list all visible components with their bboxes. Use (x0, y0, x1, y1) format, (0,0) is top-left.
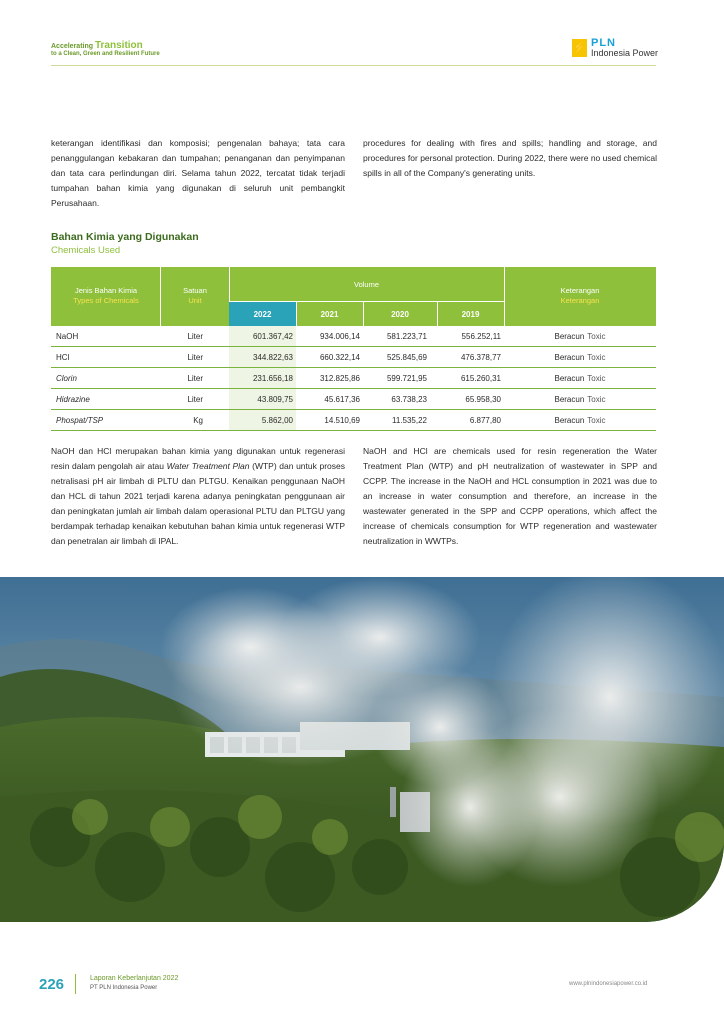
value-2019: 556.252,11 (461, 331, 501, 341)
footer-divider (75, 974, 76, 994)
chem-note: Beracun Toxic (554, 373, 606, 383)
table-header (51, 267, 656, 326)
year-2022: 2022 (229, 302, 296, 326)
value-2022: 344.822,63 (229, 347, 296, 367)
chem-unit: Kg (193, 415, 203, 425)
chem-note: Beracun Toxic (554, 352, 606, 362)
header-tagline (51, 40, 160, 58)
section-title-id: Bahan Kimia yang Digunakan (51, 231, 199, 243)
pln-lightning-icon: ⚡ (572, 39, 587, 57)
value-2021: 14.510,69 (324, 415, 360, 425)
header-type: Jenis Bahan Kimia Types of Chemicals (73, 286, 139, 305)
value-2019: 65.958,30 (465, 394, 501, 404)
section-title-en: Chemicals Used (51, 245, 121, 256)
value-2020: 11.535,22 (392, 415, 427, 425)
body-paragraph-id: NaOH dan HCl merupakan bahan kimia yang digunakan untuk regenerasi resin dalam pengolah air atau Water Treatment Plan (WTP) dan untuk proses netralisasi pH air limbah di PLTU dan PLTGU. Kenaikan penggunaan NaOH dan HCL di tahun 2021 terjadi karena adanya peningkatan penggunaan air dan peningkatan jumlah air limbah dalam operasional PLTU dan PLTGU yang berdampak terhadap kenaikan kebutuhan bahan kimia untuk regenerasi WTP dan penetralan air limbah di IPAL. (51, 446, 345, 546)
intro-paragraph-en: procedures for dealing with fires and spills; handling and storage, and procedures for personal protection. During 2022, there were no used chemical spills in all of the Company's generating units. (363, 138, 657, 178)
value-2021: 45.617,36 (324, 394, 360, 404)
value-2022: 43.809,75 (229, 389, 296, 409)
footer-report: Laporan Keberlanjutan 2022 (90, 975, 179, 982)
table-row (51, 389, 656, 410)
value-2020: 63.738,23 (391, 394, 427, 404)
chemicals-table (51, 267, 656, 431)
tagline-line2: to a Clean, Green and Resilient Future (51, 51, 160, 57)
value-2022: 231.656,18 (229, 368, 296, 388)
footer-url: www.plnindonesiapower.co.id (569, 981, 648, 987)
header-unit: Satuan Unit (183, 286, 207, 305)
table-row (51, 410, 656, 431)
table-row (51, 326, 656, 347)
value-2021: 934.006,14 (319, 331, 360, 341)
value-2020: 581.223,71 (386, 331, 427, 341)
header-divider (51, 65, 656, 66)
chem-name: Clorin (56, 373, 77, 383)
tagline-bold: Transition (94, 40, 143, 51)
year-2021: 2021 (320, 309, 339, 319)
value-2019: 476.378,77 (460, 352, 501, 362)
value-2022: 5.862,00 (229, 410, 296, 430)
chem-name: HCl (56, 352, 70, 362)
body-paragraph-en: NaOH and HCl are chemicals used for resin regeneration the Water Treatment Plan (WTP) and pH neutralization of wastewater in SPP and CCPP. The increase in the NaOH and HCL consumption in 2021 was due to an increase in water consumption and therefore, an increase in the wastewater generated in the SPP and CCPP operations, which affect the increase of chemicals consumption for WTP regeneration and wastewater neutralization in WWTPs. (363, 446, 657, 546)
footer-company: PT PLN Indonesia Power (90, 985, 158, 991)
header-volume: Volume (353, 280, 380, 289)
value-2021: 312.825,86 (319, 373, 360, 383)
year-2019: 2019 (461, 309, 480, 319)
value-2019: 615.260,31 (460, 373, 501, 383)
chem-note: Beracun Toxic (554, 331, 606, 341)
page-number: 226 (39, 976, 65, 993)
chem-name: Phospat/TSP (56, 415, 104, 425)
value-2020: 525.845,69 (386, 352, 427, 362)
chem-unit: Liter (187, 373, 203, 383)
value-2022: 601.367,42 (229, 326, 296, 346)
header-note: Keterangan Keterangan (560, 286, 600, 305)
chem-note: Beracun Toxic (554, 394, 606, 404)
value-2021: 660.322,14 (319, 352, 360, 362)
chem-unit: Liter (187, 352, 203, 362)
value-2019: 6.877,80 (469, 415, 501, 425)
chem-unit: Liter (187, 394, 203, 404)
chem-note: Beracun Toxic (554, 415, 606, 425)
logo-sub: Indonesia Power (591, 48, 659, 58)
value-2020: 599.721,95 (386, 373, 427, 383)
table-row (51, 368, 656, 389)
geothermal-plant-photo (0, 577, 724, 922)
logo-name: PLN (591, 37, 616, 49)
chem-name: NaOH (56, 331, 79, 341)
chem-unit: Liter (187, 331, 203, 341)
year-2020: 2020 (391, 309, 409, 319)
section-title (51, 231, 199, 257)
table-row (51, 347, 656, 368)
company-logo (572, 38, 658, 58)
tagline-prefix: Accelerating (51, 43, 94, 50)
chem-name: Hidrazine (56, 394, 90, 404)
intro-paragraph-id: keterangan identifikasi dan komposisi; pengenalan bahaya; tata cara penanggulangan kebakaran dan tumpahan; penanganan dan penyimpanan dan tata cara perlindungan diri. Selama tahun 2022, tercatat tidak terjadi tumpahan bahan kimia yang digunakan di seluruh unit pembangkit Perusahaan. (51, 138, 345, 208)
